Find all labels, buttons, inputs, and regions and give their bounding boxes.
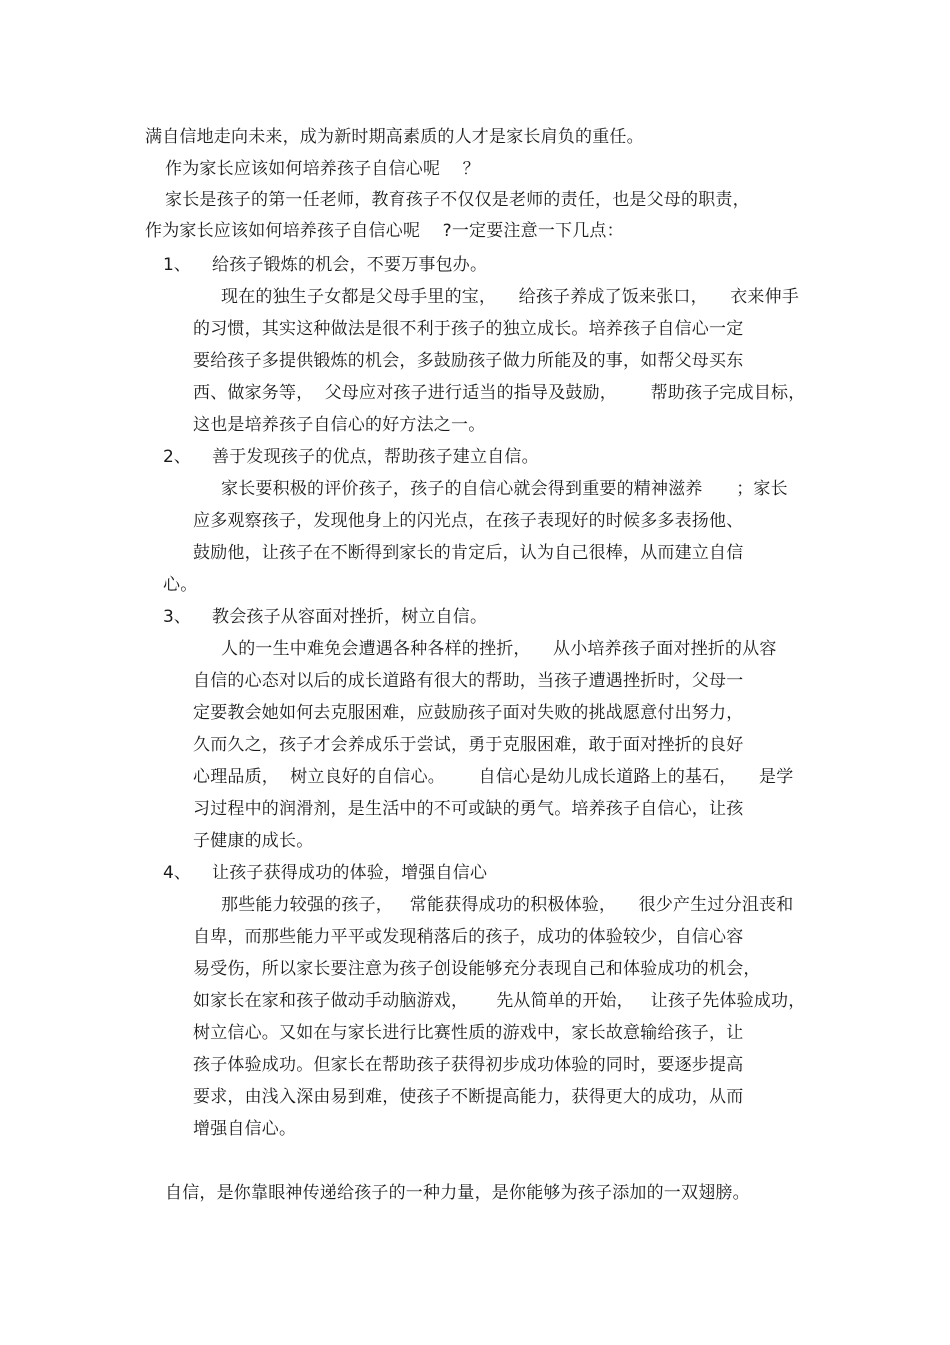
- section-3-line-1: 人的一生中难免会遭遇各种各样的挫折， 从小培养孩子面对挫折的从容: [221, 639, 777, 659]
- section-4-line-7: 要求，由浅入深由易到难，使孩子不断提高能力，获得更大的成功，从而: [193, 1087, 744, 1107]
- section-4-line-2: 自卑，而那些能力平平或发现稍落后的孩子，成功的体验较少，自信心容: [193, 927, 744, 947]
- section-4-line-5: 树立信心。又如在与家长进行比赛性质的游戏中，家长故意输给孩子，让: [193, 1023, 744, 1043]
- section-4-line-6: 孩子体验成功。但家长在帮助孩子获得初步成功体验的同时，要逐步提高: [193, 1055, 744, 1075]
- section-4-line-8: 增强自信心。: [193, 1119, 297, 1139]
- section-2-number: 2、: [163, 447, 191, 467]
- intro-line-4: 作为家长应该如何培养孩子自信心呢 ?一定要注意一下几点：: [145, 221, 624, 241]
- section-1-line-5: 这也是培养孩子自信心的好方法之一。: [193, 415, 486, 435]
- section-3-number: 3、: [163, 607, 191, 627]
- section-2-line-1: 家长要积极的评价孩子，孩子的自信心就会得到重要的精神滋养 ；家长: [221, 479, 788, 499]
- section-4-line-1: 那些能力较强的孩子， 常能获得成功的积极体验， 很少产生过分沮丧和: [221, 895, 794, 915]
- intro-line-1: 满自信地走向未来，成为新时期高素质的人才是家长肩负的重任。: [145, 127, 644, 147]
- section-2-line-2: 应多观察孩子，发现他身上的闪光点，在孩子表现好的时候多多表扬他、: [193, 511, 744, 531]
- section-2-line-4: 心。: [163, 575, 198, 595]
- section-3-heading: 教会孩子从容面对挫折，树立自信。: [212, 607, 488, 627]
- section-4-number: 4、: [163, 863, 191, 883]
- section-1-line-1: 现在的独生子女都是父母手里的宝， 给孩子养成了饭来张口， 衣来伸手: [221, 287, 800, 307]
- section-1-heading: 给孩子锻炼的机会，不要万事包办。: [212, 255, 488, 275]
- section-3-line-6: 习过程中的润滑剂，是生活中的不可或缺的勇气。培养孩子自信心，让孩: [193, 799, 744, 819]
- section-4-line-4: 如家长在家和孩子做动手动脑游戏， 先从简单的开始， 让孩子先体验成功，: [193, 991, 806, 1011]
- section-3-line-5: 心理品质， 树立良好的自信心。 自信心是幼儿成长道路上的基石， 是学: [193, 767, 794, 787]
- section-1-line-2: 的习惯，其实这种做法是很不利于孩子的独立成长。培养孩子自信心一定: [193, 319, 744, 339]
- intro-line-3: 家长是孩子的第一任老师，教育孩子不仅仅是老师的责任，也是父母的职责，: [165, 190, 750, 210]
- section-2-line-3: 鼓励他，让孩子在不断得到家长的肯定后，认为自己很棒，从而建立自信: [193, 543, 744, 563]
- section-3-line-4: 久而久之，孩子才会养成乐于尝试，勇于克服困难，敢于面对挫折的良好: [193, 735, 744, 755]
- section-3-line-7: 子健康的成长。: [193, 831, 314, 851]
- section-4-heading: 让孩子获得成功的体验，增强自信心: [212, 863, 488, 883]
- section-1-number: 1、: [163, 255, 191, 275]
- closing-line: 自信，是你靠眼神传递给孩子的一种力量，是你能够为孩子添加的一双翅膀。: [165, 1183, 750, 1203]
- intro-question: 作为家长应该如何培养孩子自信心呢 ？: [165, 159, 480, 179]
- section-1-line-4: 西、做家务等， 父母应对孩子进行适当的指导及鼓励， 帮助孩子完成目标，: [193, 383, 806, 403]
- section-2-heading: 善于发现孩子的优点，帮助孩子建立自信。: [212, 447, 539, 467]
- section-3-line-2: 自信的心态对以后的成长道路有很大的帮助，当孩子遭遇挫折时，父母一: [193, 671, 744, 691]
- section-1-line-3: 要给孩子多提供锻炼的机会，多鼓励孩子做力所能及的事，如帮父母买东: [193, 351, 744, 371]
- section-4-line-3: 易受伤，所以家长要注意为孩子创设能够充分表现自己和体验成功的机会，: [193, 959, 761, 979]
- section-3-line-3: 定要教会她如何去克服困难，应鼓励孩子面对失败的挑战愿意付出努力，: [193, 703, 744, 723]
